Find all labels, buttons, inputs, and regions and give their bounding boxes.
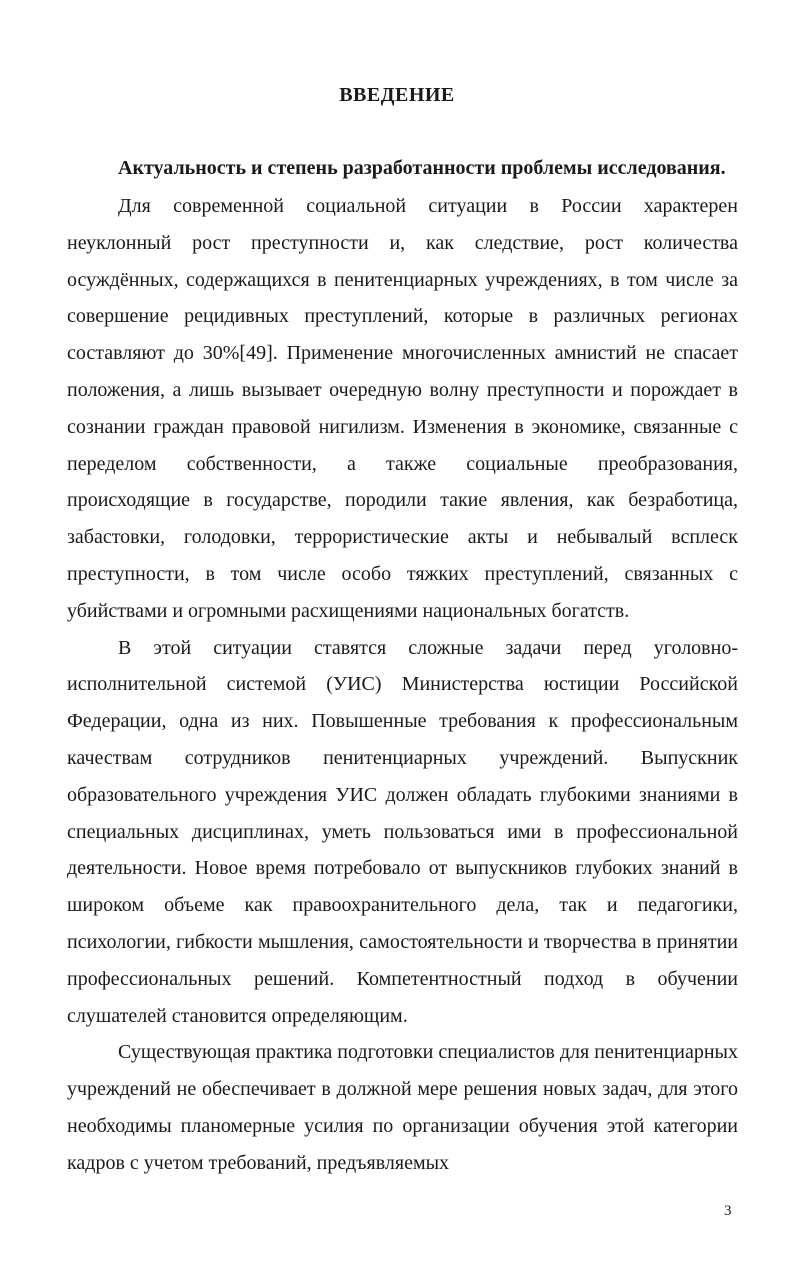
paragraph-2: В этой ситуации ставятся сложные задачи перед уголовно-исполнительной системой (УИС) Министерства юстиции Российской Федерации, одна из них. Повышенные требования к профессиональным качествам сотрудников пенитенциарных учреждений. Выпускник образовательного учреждения УИС должен обладать глубокими знаниями в специальных дисциплинах, уметь пользоваться ими в профессиональной деятельности. Новое время потребовало от выпускников глубоких знаний в широком объеме как правоохранительного дела, так и педагогики, психологии, гибкости мышления, самостоятельности и творчества в принятии профессиональных решений. Компетентностный подход в обучении слушателей становится определяющим.: [67, 636, 738, 1027]
page-number: 3: [724, 1203, 732, 1219]
body-text: [67, 188, 738, 1182]
paragraph-1: Для современной социальной ситуации в России характерен неуклонный рост преступности и, как следствие, рост количества осуждённых, содержащихся в пенитенциарных учреждениях, в том числе за совершение рецидивных преступлений, которые в различных регионах составляют до 30%[49]. Применение многочисленных амнистий не спасает положения, а лишь вызывает очередную волну преступности и порождает в сознании граждан правовой нигилизм. Изменения в экономике, связанные с переделом собственности, а также социальные преобразования, происходящие в государстве, породили такие явления, как безработица, забастовки, голодовки, террористические акты и небывалый всплеск преступности, в том числе особо тяжких преступлений, связанных с убийствами и огромными расхищениями национальных богатств.: [67, 195, 738, 622]
paragraph-3: Существующая практика подготовки специалистов для пенитенциарных учреждений не обеспечивает в должной мере решения новых задач, для этого необходимы планомерные усилия по организации обучения этой категории кадров с учетом требований, предъявляемых: [67, 1041, 738, 1174]
page-title: ВВЕДЕНИЕ: [339, 84, 455, 106]
section-heading: Актуальность и степень разработанности проблемы исследования.: [118, 157, 726, 179]
